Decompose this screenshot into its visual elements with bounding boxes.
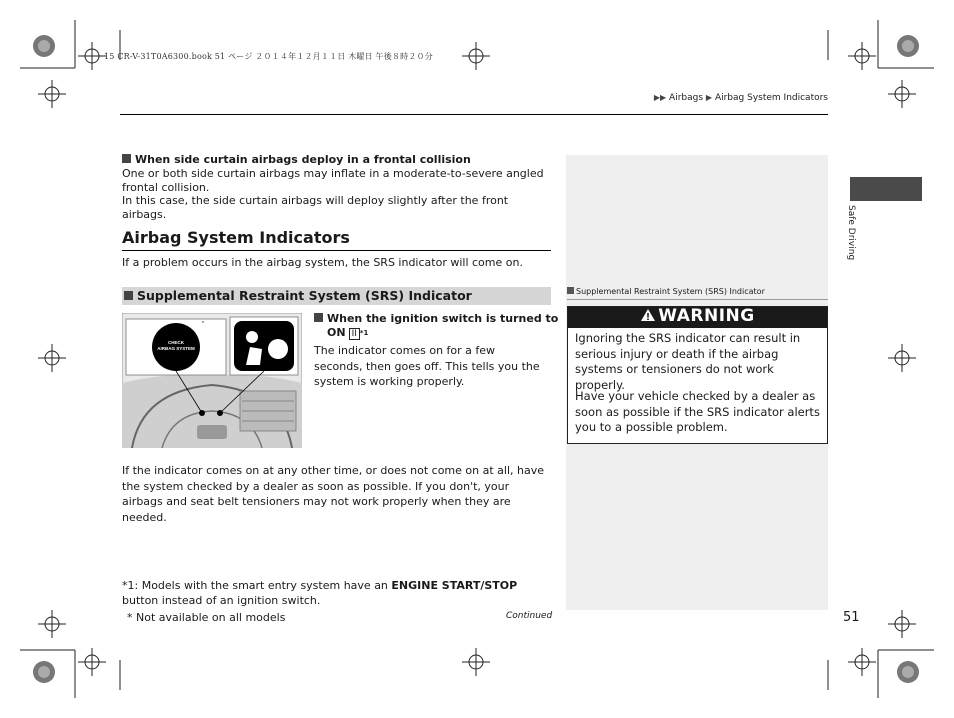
page-number: 51 <box>843 610 860 625</box>
ignition-position-icon: II <box>349 328 360 340</box>
lamp-text-line1: CHECK <box>167 340 185 345</box>
square-bullet-icon <box>122 154 131 163</box>
warning-title: WARNING <box>568 306 827 326</box>
side-curtain-para2: In this case, the side curtain airbags will deploy slightly after the front airbags. <box>122 194 509 221</box>
continued-label: Continued <box>506 611 553 621</box>
breadcrumb <box>654 93 828 103</box>
warning-triangle-icon <box>640 308 656 322</box>
condition-heading-line2: ON II $^{*1}$ <box>327 326 369 339</box>
side-curtain-para1: One or both side curtain airbags may inflate in a moderate-to-severe angled frontal collision. <box>122 167 544 194</box>
srs-indicator-figure <box>122 313 302 448</box>
condition-heading: When the ignition switch is turned to <box>314 312 558 326</box>
side-curtain-subheading: When side curtain airbags deploy in a frontal collision <box>122 153 471 166</box>
print-header: 15 CR-V-31T0A6300.book 51 ページ ２０１４年１２月１１日 木曜日 午後８時２０分 <box>104 52 433 61</box>
lamp-text-line2: AIRBAG SYSTEM <box>157 346 195 351</box>
warning-para1: Ignoring the SRS indicator can result in serious injury or death if the airbag systems or tensioners do not work properly. <box>575 331 801 392</box>
breadcrumb-item-current: Airbag System Indicators <box>714 93 828 103</box>
indicator-body: If the indicator comes on at any other time, or does not come on at all, have the system checked by a dealer as soon as possible. If you don't, your airbags and seat belt tensioners may not work properly when they are needed. <box>122 464 544 524</box>
footnote-2: * Not available on all models <box>127 611 286 624</box>
figure-asterisk: * <box>202 321 204 327</box>
page-title: Airbag System Indicators <box>122 228 350 247</box>
title-rule <box>122 250 551 251</box>
sidebar-reference[interactable]: Supplemental Restraint System (SRS) Indicator <box>567 287 765 296</box>
square-bullet-icon <box>314 313 323 322</box>
subsection-title: Supplemental Restraint System (SRS) Indicator <box>124 288 472 303</box>
wheel-hub <box>197 425 227 439</box>
square-bullet-icon <box>124 291 133 300</box>
chapter-tab-label: Safe Driving <box>846 205 856 261</box>
breadcrumb-arrow-icon: ▶▶ <box>653 93 667 102</box>
breadcrumb-item-airbags[interactable]: Airbags <box>669 93 704 103</box>
sidebar-rule <box>567 299 828 300</box>
warning-para2: Have your vehicle checked by a dealer as soon as possible if the SRS indicator alerts you to a possible problem. <box>575 389 820 434</box>
footnote-1: *1: Models with the smart entry system have an ENGINE START/STOP button instead of an ignition switch. <box>122 579 518 607</box>
header-rule <box>120 114 828 115</box>
chapter-tab[interactable] <box>850 177 922 201</box>
breadcrumb-separator-icon: ▶ <box>705 93 713 102</box>
reference-arrow-icon <box>567 287 574 294</box>
section-intro: If a problem occurs in the airbag system, the SRS indicator will come on. <box>122 256 523 269</box>
condition-body: The indicator comes on for a few seconds, then goes off. This tells you the system is working properly. <box>314 344 540 388</box>
